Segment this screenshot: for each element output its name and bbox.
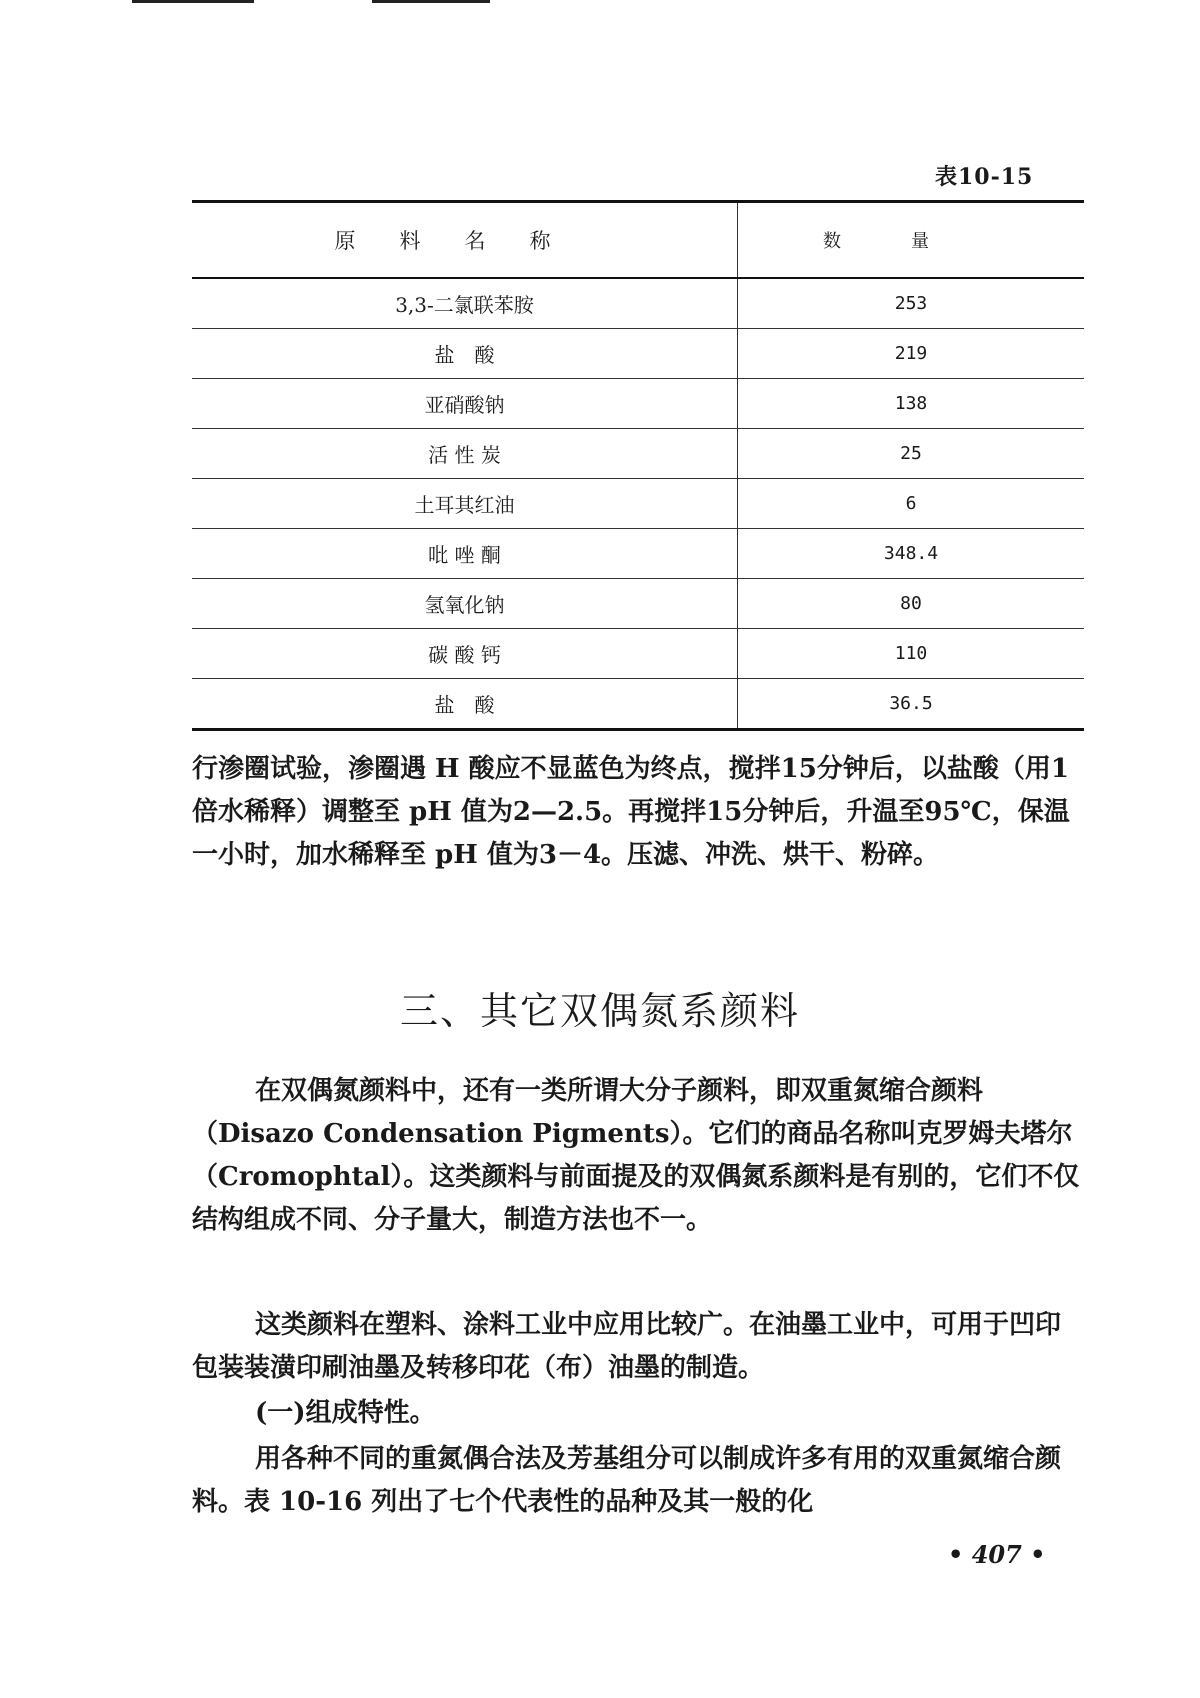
material-name: 盐 酸 (192, 329, 738, 379)
material-quantity: 6 (738, 479, 1085, 529)
material-quantity: 348.4 (738, 529, 1085, 579)
paragraph-intro: 在双偶氮颜料中，还有一类所谓大分子颜料，即双重氮缩合颜料（Disazo Condensation Pigments）。它们的商品名称叫克罗姆夫塔尔（Cromophtal）。这类颜料与前面提及的双偶氮系颜料是有别的，它们不仅结构组成不同、分子量大，制造方法也不一。 (192, 1076, 1080, 1235)
table-number: 表10-15 (935, 164, 1034, 190)
material-name: 亚硝酸钠 (192, 379, 738, 429)
material-quantity: 36.5 (889, 693, 933, 714)
header-quantity: 数量 (738, 202, 1085, 279)
section-heading: 三、其它双偶氮系颜料 (399, 989, 800, 1033)
paragraph-composition: 用各种不同的重氮偶合法及芳基组分可以制成许多有用的双重氮缩合颜料。表 10-16 列出了七个代表性的品种及其一般的化 (192, 1444, 1062, 1517)
material-quantity: 219 (738, 329, 1085, 379)
table-row (192, 429, 1084, 479)
material-quantity: 80 (738, 579, 1085, 629)
table-row (192, 629, 1084, 679)
table-row (192, 479, 1084, 529)
material-name: 活 性 炭 (192, 429, 738, 479)
page-number: • 407 • (948, 1540, 1046, 1569)
subheading-composition: (一)组成特性。 (255, 1398, 436, 1428)
paragraph-procedure: 行渗圈试验，渗圈遇 H 酸应不显蓝色为终点，搅拌15分钟后，以盐酸（用1倍水稀释）调整至 pH 值为2—2.5。再搅拌15分钟后，升温至95℃，保温一小时，加水稀释至 pH 值为3－4。压滤、冲洗、烘干、粉碎。 (192, 754, 1070, 870)
material-quantity: 138 (738, 379, 1085, 429)
material-quantity: 253 (738, 278, 1085, 329)
material-quantity: 110 (738, 629, 1085, 679)
material-name: 吡 唑 酮 (192, 529, 738, 579)
raw-material-table (192, 200, 1084, 731)
material-name: 3,3-二氯联苯胺 (192, 278, 738, 329)
table-header-row (192, 202, 1084, 279)
paragraph-applications: 这类颜料在塑料、涂料工业中应用比较广。在油墨工业中，可用于凹印包装装潢印刷油墨及转移印花（布）油墨的制造。 (192, 1310, 1062, 1383)
table-row (192, 379, 1084, 429)
table-row (192, 329, 1084, 379)
material-name: 土耳其红油 (192, 479, 738, 529)
table-row (192, 679, 1084, 730)
material-quantity: 25 (738, 429, 1085, 479)
top-rule-left (132, 0, 254, 3)
table-row (192, 278, 1084, 329)
material-name: 碳 酸 钙 (192, 629, 738, 679)
top-rule-right (372, 0, 490, 3)
header-material-name: 原料名称 (192, 202, 738, 279)
material-name: 盐 酸 (192, 679, 738, 730)
material-name: 氢氧化钠 (192, 579, 738, 629)
table-row (192, 529, 1084, 579)
table-row (192, 579, 1084, 629)
